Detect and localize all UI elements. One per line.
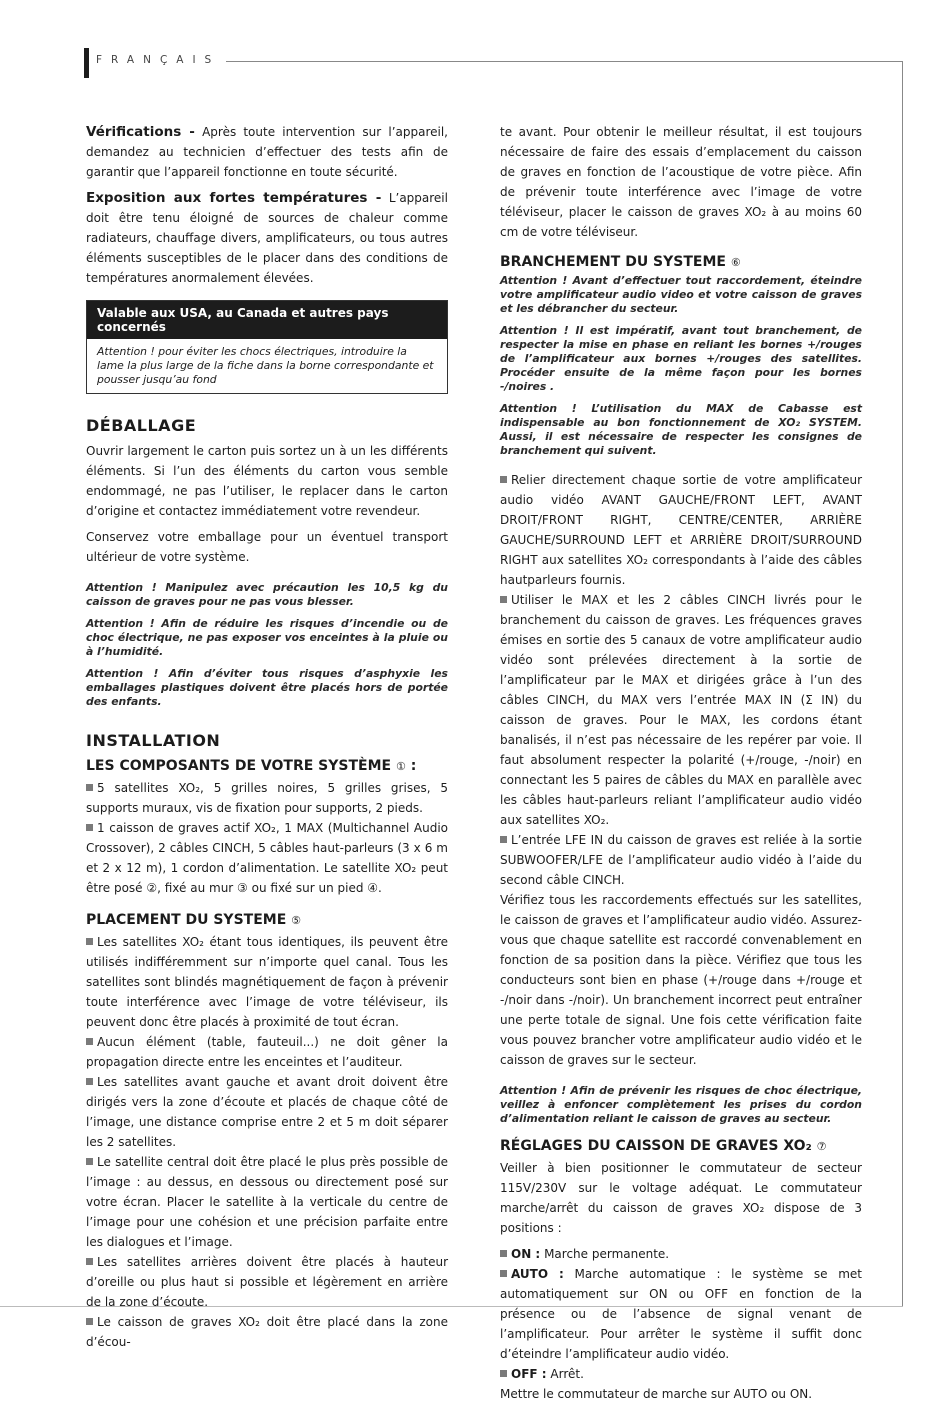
- branchement-item-1-text: Relier directement chaque sortie de votre amplificateur audio vidéo AVANT GAUCHE/FRONT LEFT, AVANT DROIT/FRONT RIGHT, CENTRE/CENTER, ARRIÈRE GAUCHE/SURROUND LEFT et ARRIÈRE DROIT/SURROUND RIGHT aux satellites XO₂ correspondants à l’aide des câbles hautparleurs fournis.: [500, 473, 862, 587]
- placement-item-5: [86, 1252, 448, 1312]
- exposition-text: L’appareil doit être tenu éloigné de sources de chaleur comme radiateurs, chauffage divers, amplificateurs, ou tous autres éléments susceptibles de le placer dans des conditions de températures anormalement élevées.: [86, 191, 448, 285]
- verifications-text: Après toute intervention sur l’appareil, demandez au technicien d’effectuer des tests afin de garantir que l’appareil fonctionne en toute sécurité.: [86, 125, 448, 179]
- placement-item-6: [86, 1312, 448, 1352]
- square-bullet-icon: [86, 938, 93, 945]
- reglages-heading: [500, 1138, 862, 1154]
- placement-item-2: [86, 1032, 448, 1072]
- exposition-paragraph: [86, 188, 448, 288]
- reglages-auto: [500, 1264, 862, 1364]
- exposition-run-in: Exposition aux fortes températures -: [86, 190, 382, 206]
- branchement-item-2: [500, 590, 862, 830]
- branchement-heading: [500, 254, 862, 270]
- placement-item-5-text: Les satellites arrières doivent être placés à hauteur d’oreille ou plus haut si possible et légèrement en arrière de la zone d’écoute.: [86, 1255, 448, 1309]
- verifications-paragraph: [86, 122, 448, 182]
- composants-item-2: [86, 818, 448, 898]
- placement-item-1: [86, 932, 448, 1032]
- reglages-title: RÉGLAGES DU CAISSON DE GRAVES XO₂: [500, 1138, 812, 1154]
- square-bullet-icon: [86, 1038, 93, 1045]
- branchement-note-3: Attention ! L’utilisation du MAX de Cabasse est indispensable au bon fonctionnement de XO₂ SYSTEM. Aussi, il est nécessaire de respecter les consignes de branchement qui suivent.: [500, 402, 862, 457]
- placement-continuation: te avant. Pour obtenir le meilleur résultat, il est toujours nécessaire de faire des essais d’emplacement du caisson de graves en fonction de l’acoustique de votre pièce. Afin de prévenir toute interférence avec l’image de votre téléviseur, placer le caisson de graves XO₂ à au moins 60 cm de votre téléviseur.: [500, 125, 862, 239]
- square-bullet-icon: [86, 1078, 93, 1085]
- placement-item-6-text: Le caisson de graves XO₂ doit être placé dans la zone d’écou-: [86, 1315, 448, 1349]
- square-bullet-icon: [500, 476, 507, 483]
- usa-canada-box: [86, 300, 448, 394]
- deballage-note-2: Attention ! Afin de réduire les risques d’incendie ou de choc électrique, ne pas exposer vos enceintes à la pluie ou à l’humidité.: [86, 617, 448, 658]
- square-bullet-icon: [86, 784, 93, 791]
- square-bullet-icon: [500, 596, 507, 603]
- square-bullet-icon: [86, 1258, 93, 1265]
- branchement-note-1: Attention ! Avant d’effectuer tout raccordement, éteindre votre amplificateur audio video et votre caisson de graves et les débrancher du secteur.: [500, 274, 862, 315]
- reglages-on: [500, 1244, 862, 1264]
- right-border: [902, 61, 903, 1306]
- auto-text: Marche automatique : le système se met automatiquement sur ON ou OFF en fonction de la présence ou de l’absence de signal venant de l’amplificateur. Pour arrêter le système il suffit donc d’éteindre l’amplificateur audio vidéo.: [500, 1267, 862, 1361]
- off-text: Arrêt.: [550, 1367, 584, 1381]
- usa-canada-box-title: Valable aux USA, au Canada et autres pays concernés: [87, 301, 447, 339]
- square-bullet-icon: [500, 1370, 507, 1377]
- placement-figure-number: ⑤: [291, 914, 302, 927]
- composants-item-1: [86, 778, 448, 818]
- composants-item-1-text: 5 satellites XO₂, 5 grilles noires, 5 grilles grises, 5 supports muraux, vis de fixation pour supports, 2 pieds.: [86, 781, 448, 815]
- placement-item-1-text: Les satellites XO₂ étant tous identiques, ils peuvent être utilisés indifféremment sur n’importe quel canal. Tous les satellites sont blindés magnétiquement de façon à prévenir toute interférence avec l’image de votre téléviseur, ils peuvent donc être placés à proximité de tout écran.: [86, 935, 448, 1029]
- deballage-paragraph-1: Ouvrir largement le carton puis sortez un à un les différents éléments. Si l’un des éléments du carton vous semble endommagé, ne pas l’utiliser, le replacer dans le carton d’origine et contactez immédiatement votre revendeur.: [86, 444, 448, 518]
- on-label: ON :: [511, 1247, 541, 1261]
- placement-item-2-text: Aucun élément (table, fauteuil...) ne doit gêner la propagation directe entre les enceintes et l’auditeur.: [86, 1035, 448, 1069]
- placement-heading: [86, 912, 448, 928]
- branchement-item-1: [500, 470, 862, 590]
- deballage-heading: DÉBALLAGE: [86, 416, 197, 435]
- deballage-note-3: Attention ! Afin d’éviter tous risques d’asphyxie les emballages plastiques doivent être placés hors de portée des enfants.: [86, 667, 448, 708]
- composants-figure-number: ①: [395, 760, 406, 773]
- on-text: Marche permanente.: [544, 1247, 670, 1261]
- deballage-note-1: Attention ! Manipulez avec précaution les 10,5 kg du caisson de graves pour ne pas vous blesser.: [86, 581, 448, 608]
- branchement-note-2: Attention ! Il est impératif, avant tout branchement, de respecter la mise en phase en reliant les bornes +/rouges de l’amplificateur aux bornes +/rouges des satellites. Procéder ensuite de la même façon pour les bornes -/noires .: [500, 324, 862, 393]
- auto-label: AUTO :: [511, 1267, 564, 1281]
- branchement-item-3: [500, 830, 862, 890]
- composants-item-2-text: 1 caisson de graves actif XO₂, 1 MAX (Multichannel Audio Crossover), 2 câbles CINCH, 5 câbles haut-parleurs (3 x 6 m et 2 x 12 m), 1 cordon d’alimentation. Le satellite XO₂ peut être posé ②, fixé au mur ③ ou fixé sur un pied ④.: [86, 821, 448, 895]
- branchement-title: BRANCHEMENT DU SYSTEME: [500, 254, 726, 270]
- placement-title: PLACEMENT DU SYSTEME: [86, 912, 287, 928]
- placement-item-4: [86, 1152, 448, 1252]
- square-bullet-icon: [86, 1318, 93, 1325]
- composants-heading: [86, 758, 448, 774]
- branchement-item-3-text: L’entrée LFE IN du caisson de graves est reliée à la sortie SUBWOOFER/LFE de l’amplificateur audio vidéo à l’aide du second câble CINCH.: [500, 833, 862, 887]
- branchement-verification-paragraph: Vérifiez tous les raccordements effectués sur les satellites, le caisson de graves et l’amplificateur audio vidéo. Assurez-vous que chaque satellite est raccordé convenablement en fonction de sa position dans la pièce. Vérifiez que tous les conducteurs sont bien en phase (+/rouge dans +/rouge et -/noir dans -/noir). Un branchement incorrect peut entraîner une perte totale de signal. Une fois cette vérification faite vous pouvez brancher votre amplificateur audio vidéo et le caisson de graves sur le secteur.: [500, 893, 862, 1067]
- usa-canada-box-text: Attention ! pour éviter les chocs électriques, introduire la lame la plus large de la fiche dans la borne correspondante et pousser jusqu’au fond: [97, 345, 434, 386]
- header-rule: [226, 61, 902, 62]
- square-bullet-icon: [86, 824, 93, 831]
- composants-title: LES COMPOSANTS DE VOTRE SYSTÈME: [86, 758, 392, 774]
- reglages-off: [500, 1364, 862, 1384]
- header-language: FRANÇAIS: [96, 54, 221, 66]
- composants-colon: :: [410, 758, 417, 774]
- right-column: [500, 122, 862, 1410]
- reglages-final: Mettre le commutateur de marche sur AUTO ou ON.: [500, 1387, 813, 1401]
- header-bar: [84, 48, 89, 78]
- verifications-run-in: Vérifications -: [86, 124, 195, 140]
- square-bullet-icon: [500, 836, 507, 843]
- off-label: OFF :: [511, 1367, 547, 1381]
- deballage-paragraph-2: Conservez votre emballage pour un éventuel transport ultérieur de votre système.: [86, 530, 448, 564]
- square-bullet-icon: [86, 1158, 93, 1165]
- installation-heading: INSTALLATION: [86, 731, 221, 750]
- branchement-note-4: Attention ! Afin de prévenir les risques de choc électrique, veillez à enfoncer complètement les prises du cordon d’alimentation reliant le caisson de graves au secteur.: [500, 1084, 862, 1125]
- left-column: [86, 122, 448, 1352]
- branchement-figure-number: ⑥: [730, 256, 741, 269]
- reglages-paragraph: Veiller à bien positionner le commutateur de secteur 115V/230V sur le voltage adéquat. Le commutateur marche/arrêt du caisson de graves XO₂ dispose de 3 positions :: [500, 1161, 862, 1235]
- branchement-item-2-text: Utiliser le MAX et les 2 câbles CINCH livrés pour le branchement du caisson de graves. Les fréquences graves émises en sortie des 5 canaux de votre amplificateur audio vidéo sont prélevées directement à la sortie de l’amplificateur par le MAX et dirigées grâce à l’un des câbles CINCH, du MAX vers l’entrée MAX IN (Σ IN) du caisson de graves. Pour le MAX, les cordons étant banalisés, il n’est pas nécessaire de les repérer par voie. Il faut absolument respecter la polarité (+/rouge, -/noir) en connectant les 5 paires de câbles du MAX en parallèle avec les câbles haut-parleurs reliant l’amplificateur audio vidéo aux satellites XO₂.: [500, 593, 862, 827]
- placement-item-4-text: Le satellite central doit être placé le plus près possible de l’image : au dessus, en dessous ou directement posé sur votre écran. Placer le satellite à la verticale du centre de l’image pour une cohésion et une précision parfaite entre les dialogues et l’image.: [86, 1155, 448, 1249]
- placement-item-3: [86, 1072, 448, 1152]
- placement-item-3-text: Les satellites avant gauche et avant droit doivent être dirigés vers la zone d’écoute et placés de chaque côté de l’image, une distance comprise entre 2 et 5 m doit séparer les 2 satellites.: [86, 1075, 448, 1149]
- reglages-figure-number: ⑦: [816, 1140, 827, 1153]
- square-bullet-icon: [500, 1250, 507, 1257]
- square-bullet-icon: [500, 1270, 507, 1277]
